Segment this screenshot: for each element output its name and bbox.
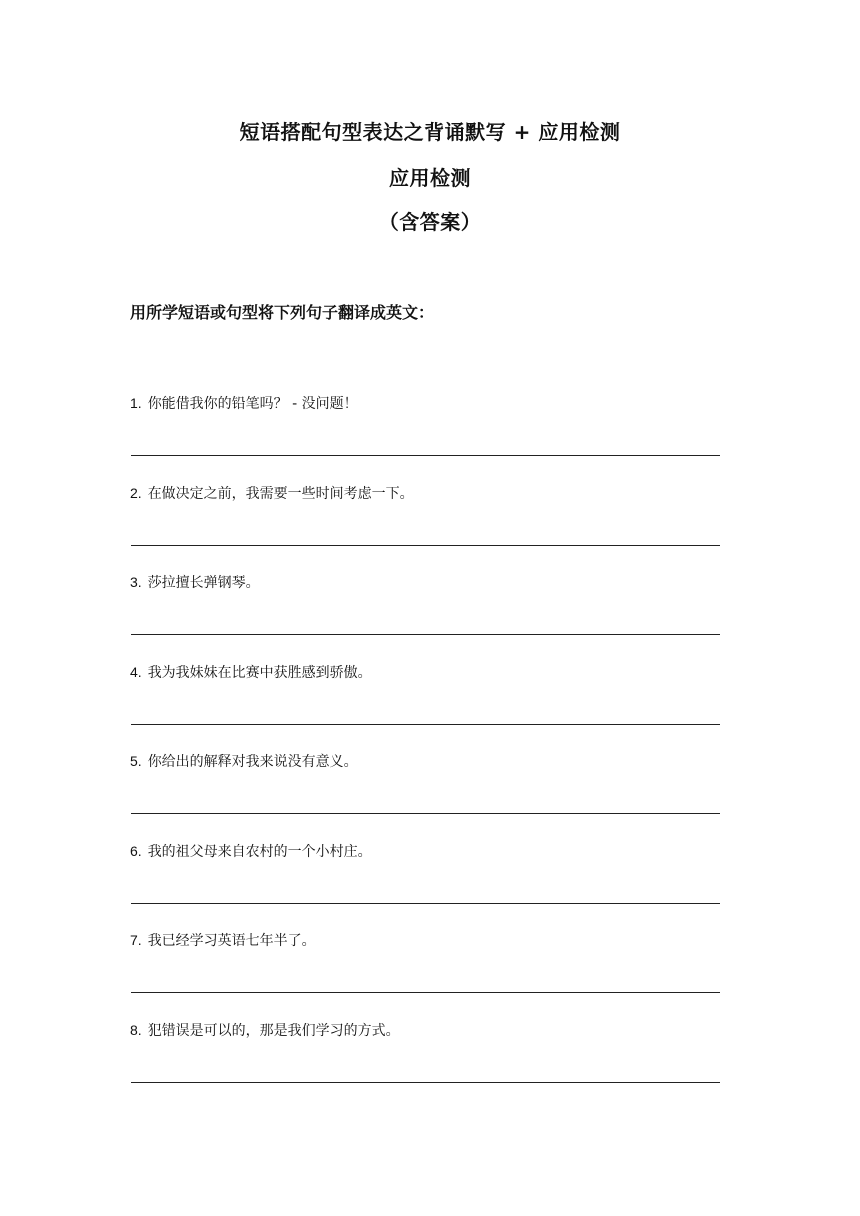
question-1 [130,393,730,414]
document-subtitle: 应用检测 [389,166,471,190]
question-number: 5. [130,753,142,769]
instruction-text: 用所学短语或句型将下列句子翻译成英文： [130,303,435,322]
question-8 [130,1020,730,1041]
question-text: 我的祖父母来自农村的一个小村庄。 [147,844,372,860]
question-number: 2. [130,485,142,501]
answer-line-1[interactable] [131,455,720,456]
question-5 [130,751,730,772]
answer-line-7[interactable] [131,992,720,993]
answer-line-2[interactable] [131,545,720,546]
answer-note: （含答案） [378,210,482,234]
question-text: 犯错误是可以的，那是我们学习的方式。 [147,1023,400,1039]
answer-line-3[interactable] [131,634,720,635]
question-number: 1. [130,395,142,411]
question-text: 我为我妹妹在比赛中获胜感到骄傲。 [147,665,372,681]
question-text: 你能借我你的铅笔吗？ - 没问题！ [147,396,358,412]
question-6 [130,841,730,862]
question-number: 7. [130,932,142,948]
question-text: 你给出的解释对我来说没有意义。 [147,754,358,770]
question-2 [130,483,730,504]
answer-line-6[interactable] [131,903,720,904]
question-text: 在做决定之前，我需要一些时间考虑一下。 [147,486,414,502]
question-number: 3. [130,574,142,590]
question-4 [130,662,730,683]
question-number: 6. [130,843,142,859]
question-7 [130,930,730,951]
answer-line-8[interactable] [131,1082,720,1083]
answer-line-4[interactable] [131,724,720,725]
question-3 [130,572,730,593]
question-number: 8. [130,1022,142,1038]
question-text: 我已经学习英语七年半了。 [147,933,316,949]
answer-line-5[interactable] [131,813,720,814]
document-title: 短语搭配句型表达之背诵默写 + 应用检测 [239,120,621,144]
question-number: 4. [130,664,142,680]
question-text: 莎拉擅长弹钢琴。 [147,575,260,591]
